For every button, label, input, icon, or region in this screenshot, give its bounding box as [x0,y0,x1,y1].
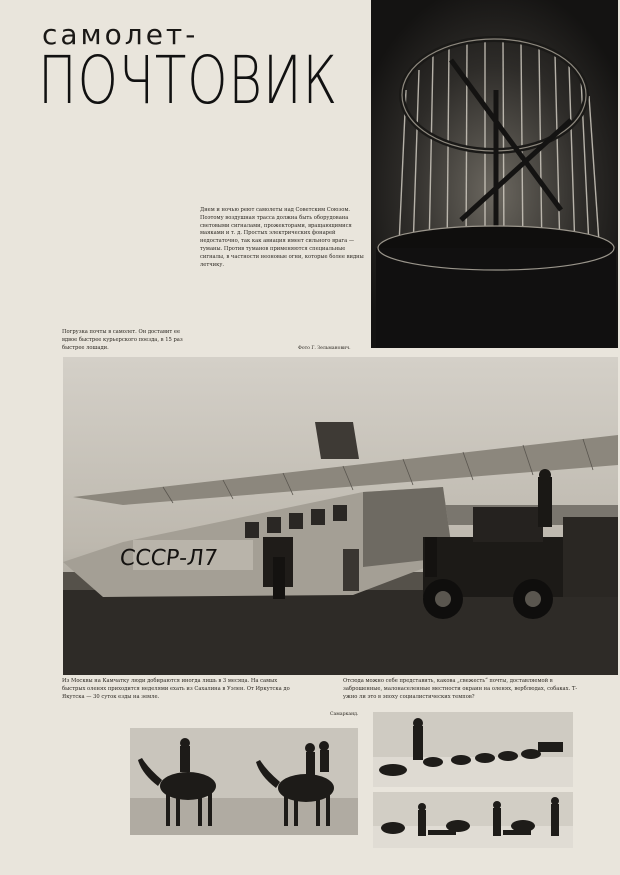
aircraft-registration: СССР-Л7 [118,546,219,571]
night-beacon-caption: Днем и ночью реют самолеты над Советским Союзом. Поэтому воздушная трасса должна быть оборудована световыми сигналами, прожекторами, вращающимися маяками и т. д. Простых электрических фонарей недостаточно, так как авиация имеет сильного врага — туманы. Против туманов применяются специальные сигналы, в частности неоновые огни, которые более видны летчику. [200,207,364,268]
samarkand-label: Самарканд. [330,712,359,717]
title-line-1: самолет- [42,18,199,51]
camels-photo [130,728,358,835]
kamchatka-caption: Из Москвы на Камчатку люди добираются иногда лишь в 3 месяца. На самых быстрых оленях приходится неделями ехать из Сахалина в Уэлен. От Иркутска до Якутска — 30 суток езды на земле. [62,678,290,700]
night-beacon-photo [371,0,618,348]
photo-credit: Фото Г. Зельманович. [298,346,351,351]
mail-loading-caption: Погрузка почты в самолет. Он доставит ее вдвое быстрее курьерского поезда, в 15 раз быстрее лошади. [62,329,183,351]
title-line-2: ПОЧТОВИК [38,42,338,119]
reindeer-sled-photo [373,792,573,848]
freshness-caption: Отсюда можно себе представить, какова „свежесть“ почты, доставляемой в заброшенные, малонаселенные местности окраин на оленях, верблюдах, собаках. Т-ужно ли это в эпоху социалистических темпов? [343,678,578,700]
airplane-photo [63,357,618,675]
dog-sled-photo [373,712,573,787]
